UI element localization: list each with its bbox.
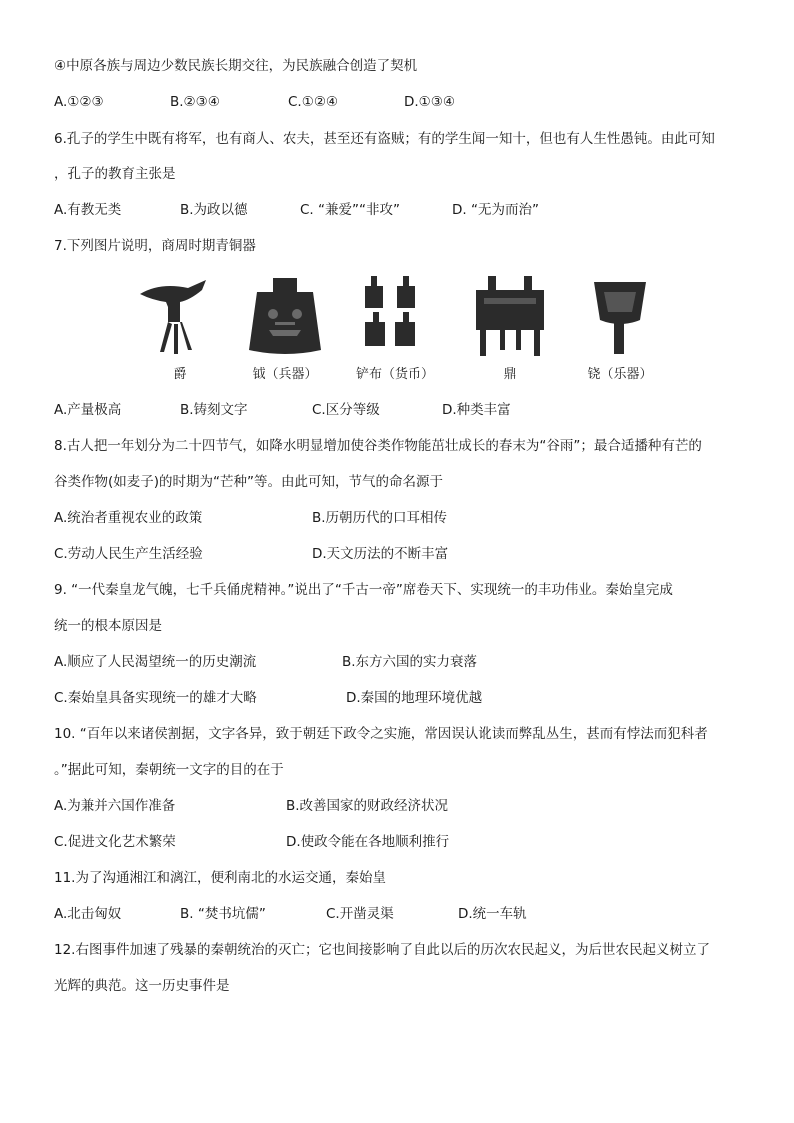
q10-stem-line1: 10. “百年以来诸侯割据，文字各异，致于朝廷下政令之实施，常因误认讹读而弊乱丛生，甚而有悖法而犯科者 [54,726,708,742]
q8-stem-line2: 谷类作物(如麦子)的时期为“芒种”等。由此可知，节气的命名源于 [54,474,444,490]
q7-option-b: B.铸刻文字 [180,402,248,418]
q6-option-d: D. “无为而治” [452,202,539,218]
q8-option-b: B.历朝历代的口耳相传 [312,510,448,526]
q6-stem-line1: 6.孔子的学生中既有将军，也有商人、农夫，甚至还有盗贼；有的学生闻一知十，但也有人生性愚钝。由此可知 [54,131,715,147]
jue-icon [130,272,230,362]
q5-option-c: C.①②④ [288,94,339,110]
bronze-ding [460,272,560,387]
q10-option-c: C.促进文化艺术繁荣 [54,834,176,850]
bronze-jue [130,272,230,387]
q11-option-d: D.统一车轨 [458,906,527,922]
caption-nao: 铙（乐器） [587,367,653,382]
q12-stem-line1: 12.右图事件加速了残暴的秦朝统治的灭亡；它也间接影响了自此以后的历次农民起义，为后世农民起义树立了 [54,942,710,958]
q6-option-b: B.为政以德 [180,202,248,218]
q7-option-d: D.种类丰富 [442,402,511,418]
q9-option-b: B.东方六国的实力衰落 [342,654,478,670]
q8-option-c: C.劳动人民生产生活经验 [54,546,203,562]
q9-option-a: A.顺应了人民渴望统一的历史潮流 [54,654,257,670]
q12-stem-line2: 光辉的典范。这一历史事件是 [54,978,230,994]
q10-option-b: B.改善国家的财政经济状况 [286,798,449,814]
q11-stem: 11.为了沟通湘江和漓江，便利南北的水运交通，秦始皇 [54,870,386,886]
q7-option-c: C.区分等级 [312,402,380,418]
bronze-chanbu [345,272,445,387]
q9-stem-line2: 统一的根本原因是 [54,618,162,634]
q11-option-c: C.开凿灵渠 [326,906,394,922]
q7-option-a: A.产量极高 [54,402,122,418]
ding-cauldron-icon [460,272,560,362]
q7-stem: 7.下列图片说明，商周时期青铜器 [54,238,256,254]
bronze-yue [235,272,335,387]
caption-ding: 鼎 [503,367,517,382]
q6-stem-line2: ，孔子的教育主张是 [54,166,176,182]
caption-yue: 钺（兵器） [252,367,318,382]
caption-jue: 爵 [173,367,187,382]
yue-axe-icon [235,272,335,362]
q5-item-4: ④中原各族与周边少数民族长期交往，为民族融合创造了契机 [54,58,418,74]
caption-chanbu: 铲布（货币） [355,367,434,382]
spade-coins-icon [345,272,445,362]
q10-option-a: A.为兼并六国作准备 [54,798,176,814]
q10-option-d: D.使政令能在各地顺利推行 [286,834,450,850]
q6-option-c: C. “兼爱”“非攻” [300,202,400,218]
nao-bell-icon [570,272,670,362]
q11-option-b: B. “焚书坑儒” [180,906,266,922]
q5-option-b: B.②③④ [170,94,220,110]
bronze-figure [130,272,670,387]
q6-option-a: A.有教无类 [54,202,122,218]
q5-option-a: A.①②③ [54,94,104,110]
q8-option-d: D.天文历法的不断丰富 [312,546,449,562]
q8-option-a: A.统治者重视农业的政策 [54,510,203,526]
q9-option-c: C.秦始皇具备实现统一的雄才大略 [54,690,257,706]
q9-option-d: D.秦国的地理环境优越 [346,690,483,706]
q8-stem-line1: 8.古人把一年划分为二十四节气，如降水明显增加使谷类作物能茁壮成长的春末为“谷雨”；最合适播种有芒的 [54,438,702,454]
q5-option-d: D.①③④ [404,94,455,110]
q10-stem-line2: 。”据此可知，秦朝统一文字的目的在于 [54,762,284,778]
q11-option-a: A.北击匈奴 [54,906,122,922]
q9-stem-line1: 9. “一代秦皇龙气魄，七千兵俑虎精神。”说出了“千古一帝”席卷天下、实现统一的丰功伟业。秦始皇完成 [54,582,673,598]
bronze-nao [570,272,670,387]
